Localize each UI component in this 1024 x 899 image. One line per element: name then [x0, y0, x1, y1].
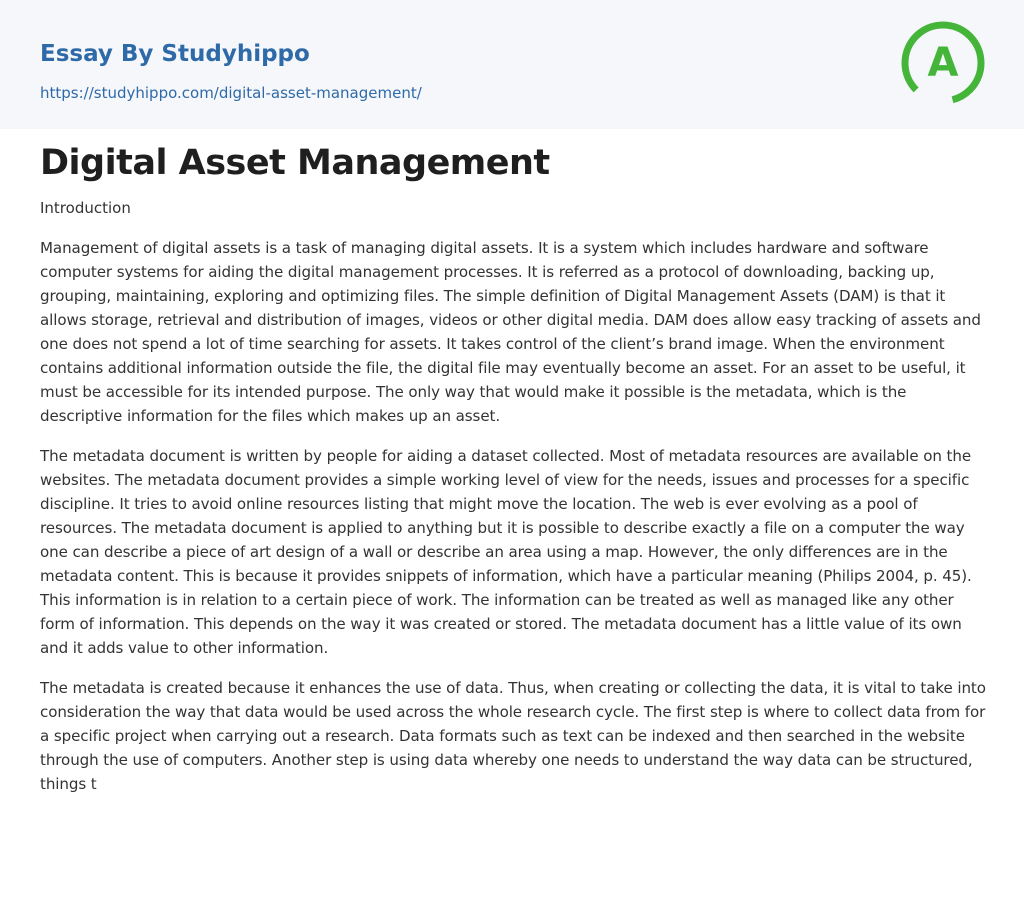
essay-url-link[interactable]: https://studyhippo.com/digital-asset-management/: [40, 84, 422, 102]
page-title: Digital Asset Management: [40, 143, 550, 183]
section-heading-introduction: Introduction: [40, 199, 131, 217]
brand-title[interactable]: Essay By Studyhippo: [40, 41, 310, 67]
essay-paragraph: Management of digital assets is a task of managing digital assets. It is a system which includes hardware and software computer systems for aiding the digital management processes. It is referred as a protocol of downloading, backing up, grouping, maintaining, exploring and optimizing files. The simple definition of Digital Management Assets (DAM) is that it allows storage, retrieval and distribution of images, videos or other digital media. DAM does allow easy tracking of assets and one does not spend a lot of time searching for assets. It takes control of the client’s brand image. When the environment contains additional information outside the file, the digital file may eventually become an asset. For an asset to be useful, it must be accessible for its intended purpose. The only way that would make it possible is the metadata, which is the descriptive information for the files which makes up an asset.: [40, 239, 981, 425]
page-header: [0, 0, 1024, 129]
studyhippo-logo[interactable]: [896, 16, 990, 110]
essay-paragraph: The metadata is created because it enhances the use of data. Thus, when creating or collecting the data, it is vital to take into consideration the way that data would be used across the whole research cycle. The first step is where to collect data from for a specific project when carrying out a research. Data formats such as text can be indexed and then searched in the website through the use of computers. Another step is using data whereby one needs to understand the way data can be structured, things t: [40, 679, 986, 793]
essay-body: [40, 236, 986, 812]
logo-letter: A: [927, 40, 959, 86]
essay-paragraph: The metadata document is written by people for aiding a dataset collected. Most of metadata resources are available on the websites. The metadata document provides a simple working level of view for the needs, issues and processes for a specific discipline. It tries to avoid online resources listing that might move the location. The web is ever evolving as a pool of resources. The metadata document is applied to anything but it is possible to describe exactly a file on a computer the way one can describe a piece of art design of a wall or describe an area using a map. However, the only differences are in the metadata content. This is because it provides snippets of information, which have a particular meaning (Philips 2004, p. 45). This information is in relation to a certain piece of work. The information can be treated as well as managed like any other form of information. This depends on the way it was created or stored. The metadata document has a little value of its own and it adds value to other information.: [40, 447, 972, 657]
